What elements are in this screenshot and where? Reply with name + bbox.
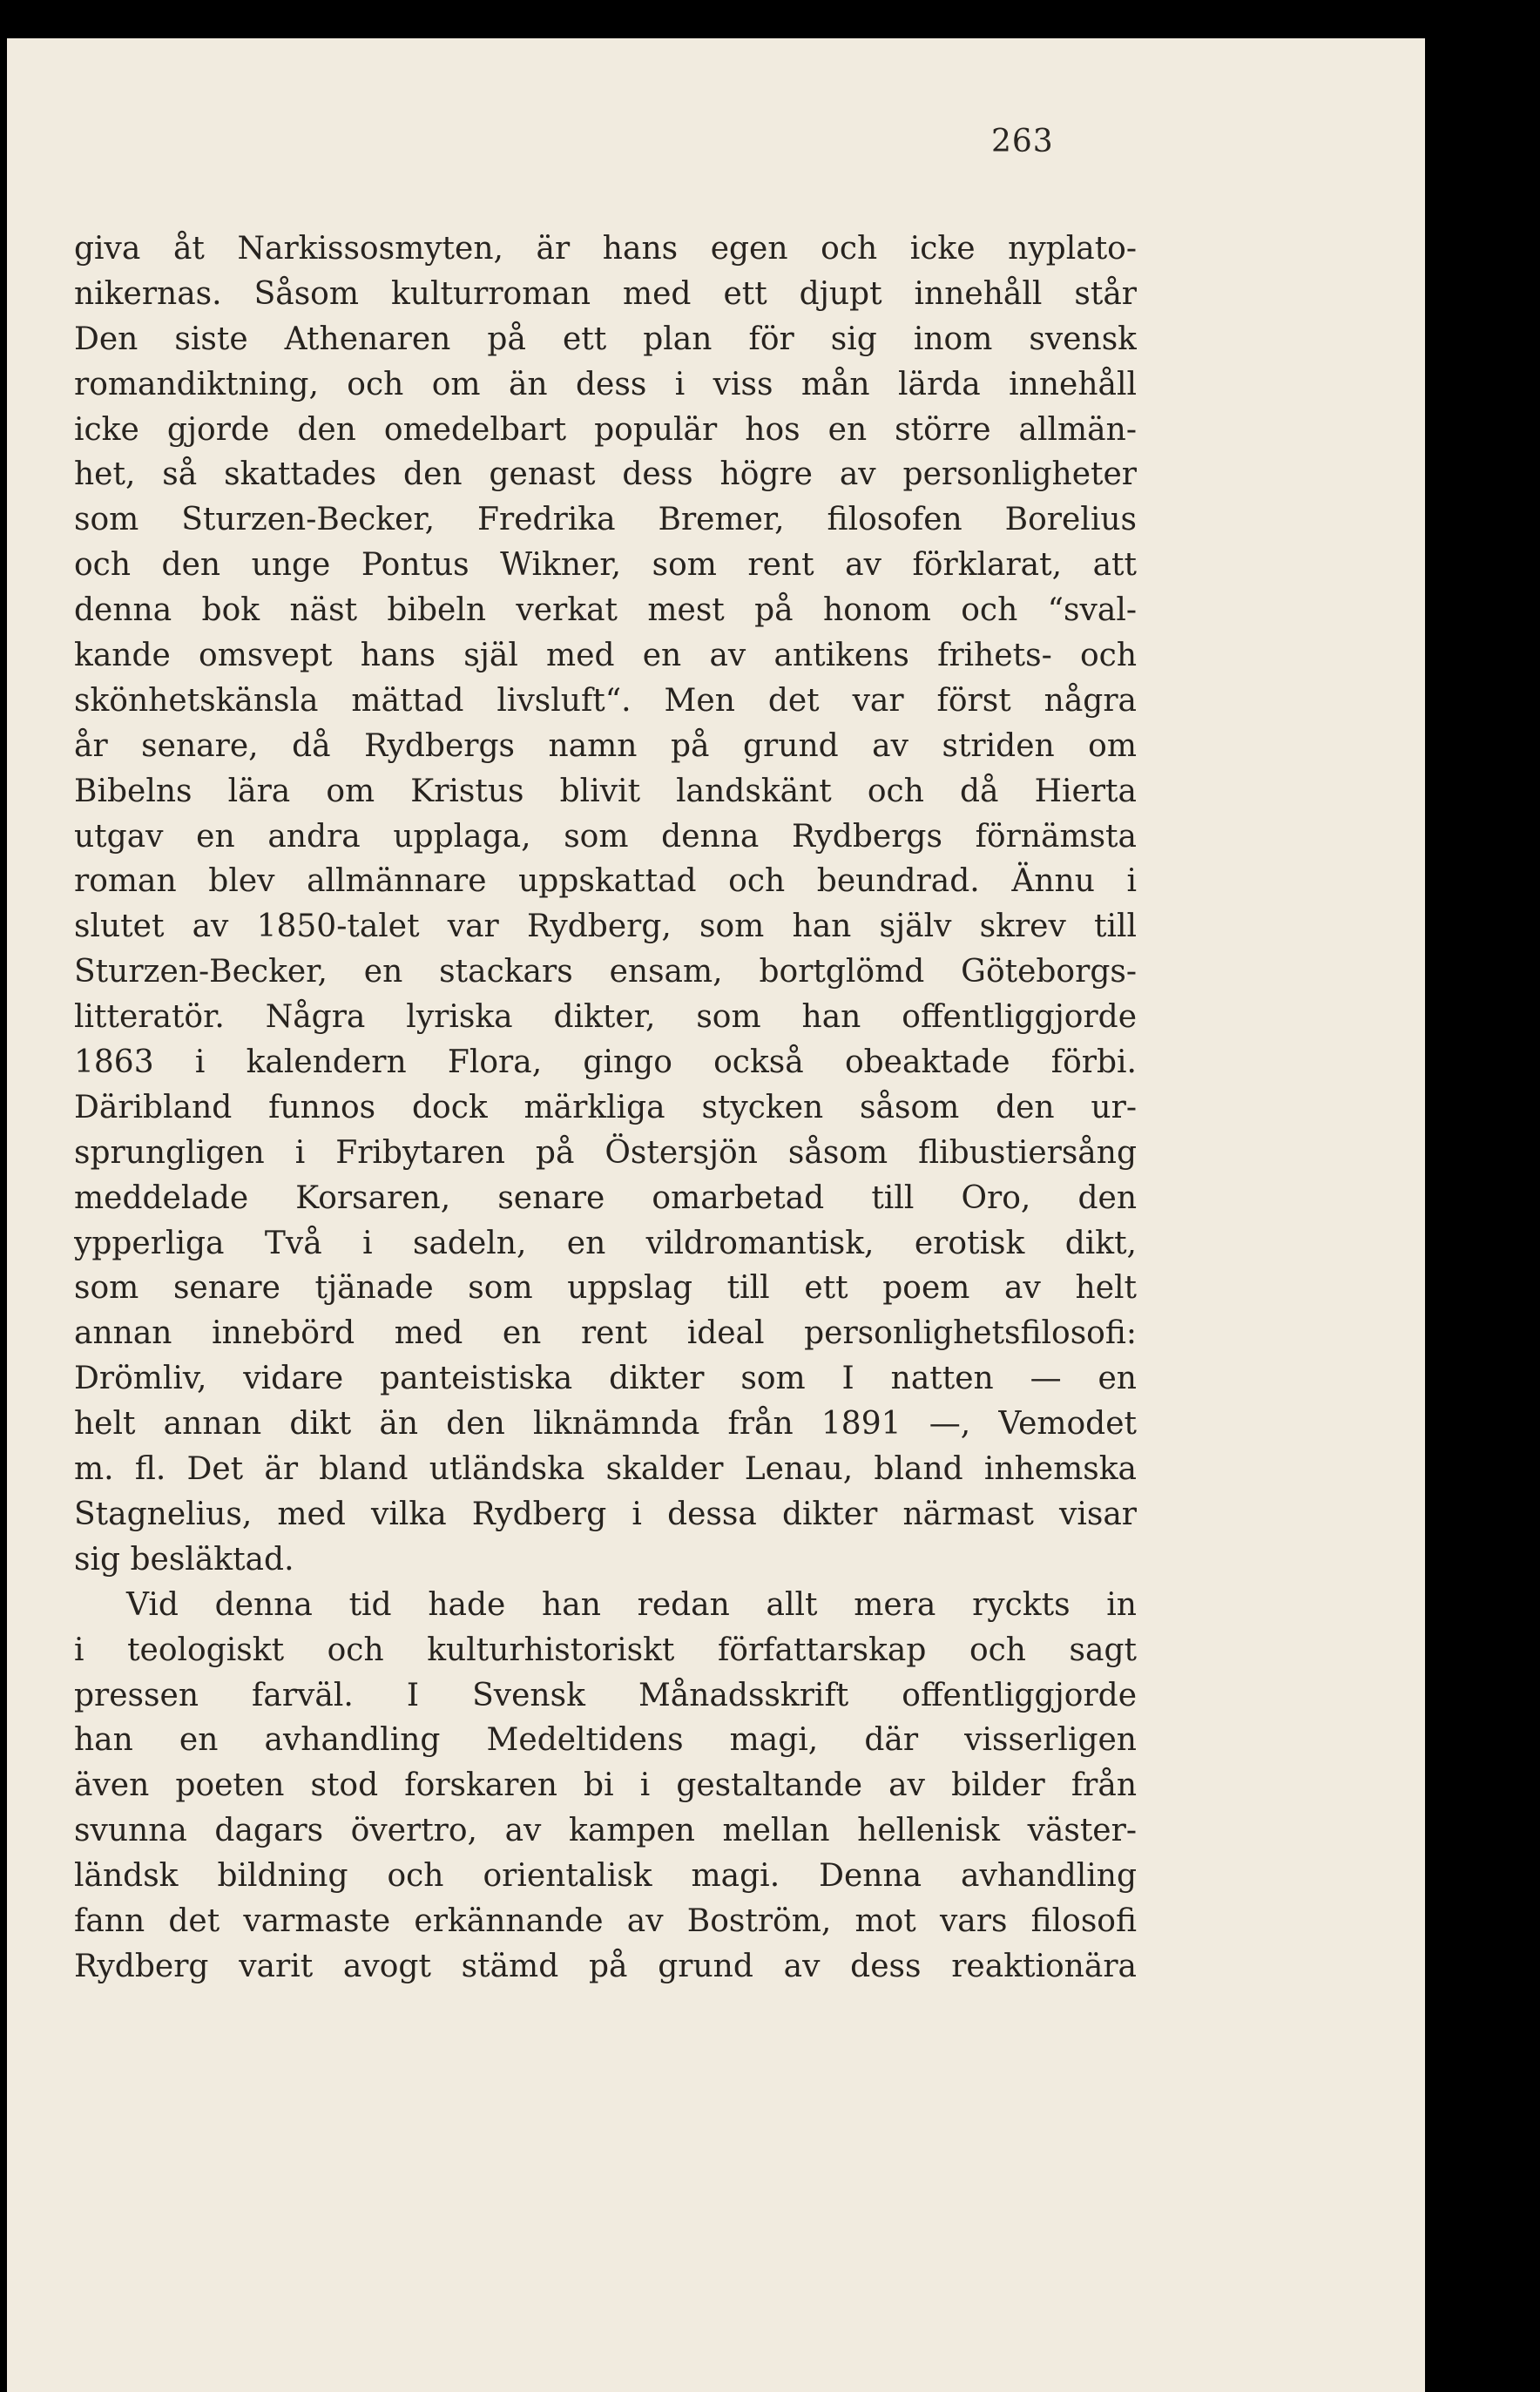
text-line: ländsk bildning och orientalisk magi. Denna avhandling <box>74 1858 1137 1895</box>
text-line: annan innebörd med en rent ideal personlighetsfilosofi: <box>74 1315 1137 1352</box>
text-line: slutet av 1850-talet var Rydberg, som han själv skrev till <box>74 909 1137 945</box>
text-line: romandiktning, och om än dess i viss mån lärda innehåll <box>74 366 1137 402</box>
text-line: litteratör. Några lyriska dikter, som han offentliggjorde <box>74 999 1137 1036</box>
text-line: denna bok näst bibeln verkat mest på honom och “sval- <box>74 592 1137 629</box>
text-line: år senare, då Rydbergs namn på grund av striden om <box>74 727 1137 764</box>
text-line: svunna dagars övertro, av kampen mellan hellenisk väster- <box>74 1813 1137 1849</box>
text-line: icke gjorde den omedelbart populär hos en större allmän- <box>74 411 1137 448</box>
text-line: nikernas. Såsom kulturroman med ett djupt innehåll står <box>74 275 1137 312</box>
text-line: och den unge Pontus Wikner, som rent av förklarat, att <box>74 547 1137 584</box>
paragraph-start-line: Vid denna tid hade han redan allt mera ryckts in <box>126 1586 1137 1623</box>
text-line: Sturzen-Becker, en stackars ensam, bortglömd Göteborgs- <box>74 954 1137 990</box>
text-line: utgav en andra upplaga, som denna Rydbergs förnämsta <box>74 818 1137 855</box>
text-line: Rydberg varit avogt stämd på grund av dess reaktionära <box>74 1948 1137 1984</box>
text-line: helt annan dikt än den liknämnda från 1891 —, Vemodet <box>74 1406 1137 1443</box>
text-line: ypperliga Två i sadeln, en vildromantisk, erotisk dikt, <box>74 1225 1137 1261</box>
text-line: även poeten stod forskaren bi i gestaltande av bilder från <box>74 1767 1137 1804</box>
text-line: som Sturzen-Becker, Fredrika Bremer, filosofen Borelius <box>74 502 1137 538</box>
body-text <box>74 226 1137 1990</box>
text-line: kande omsvept hans själ med en av antikens frihets- och <box>74 638 1137 674</box>
text-line: meddelade Korsaren, senare omarbetad till Oro, den <box>74 1179 1137 1216</box>
text-line: pressen farväl. I Svensk Månadsskrift offentliggjorde <box>74 1677 1137 1713</box>
text-line: Bibelns lära om Kristus blivit landskänt och då Hierta <box>74 773 1137 809</box>
paragraph-end-line: sig besläktad. <box>74 1541 294 1578</box>
page-number: 263 <box>991 124 1054 159</box>
text-line: skönhetskänsla mättad livsluft“. Men det var först några <box>74 682 1137 719</box>
text-line: Den siste Athenaren på ett plan för sig inom svensk <box>74 321 1137 357</box>
text-line: han en avhandling Medeltidens magi, där visserligen <box>74 1722 1137 1759</box>
text-line: fann det varmaste erkännande av Boström, mot vars filosofi <box>74 1902 1137 1939</box>
text-line: giva åt Narkissosmyten, är hans egen och icke nyplato- <box>74 231 1137 267</box>
text-line: 1863 i kalendern Flora, gingo också obeaktade förbi. <box>74 1044 1137 1081</box>
text-line: Drömliv, vidare panteistiska dikter som I natten — en <box>74 1361 1137 1397</box>
text-line: roman blev allmännare uppskattad och beundrad. Ännu i <box>74 863 1137 900</box>
text-line: m. fl. Det är bland utländska skalder Lenau, bland inhemska <box>74 1451 1137 1488</box>
text-line: het, så skattades den genast dess högre av personligheter <box>74 456 1137 493</box>
text-line: Däribland funnos dock märkliga stycken såsom den ur- <box>74 1089 1137 1125</box>
text-line: Stagnelius, med vilka Rydberg i dessa dikter närmast visar <box>74 1496 1137 1532</box>
text-line: i teologiskt och kulturhistoriskt författarskap och sagt <box>74 1632 1137 1668</box>
text-line: som senare tjänade som uppslag till ett poem av helt <box>74 1270 1137 1307</box>
text-line: sprungligen i Fribytaren på Östersjön såsom flibustiersång <box>74 1134 1137 1171</box>
